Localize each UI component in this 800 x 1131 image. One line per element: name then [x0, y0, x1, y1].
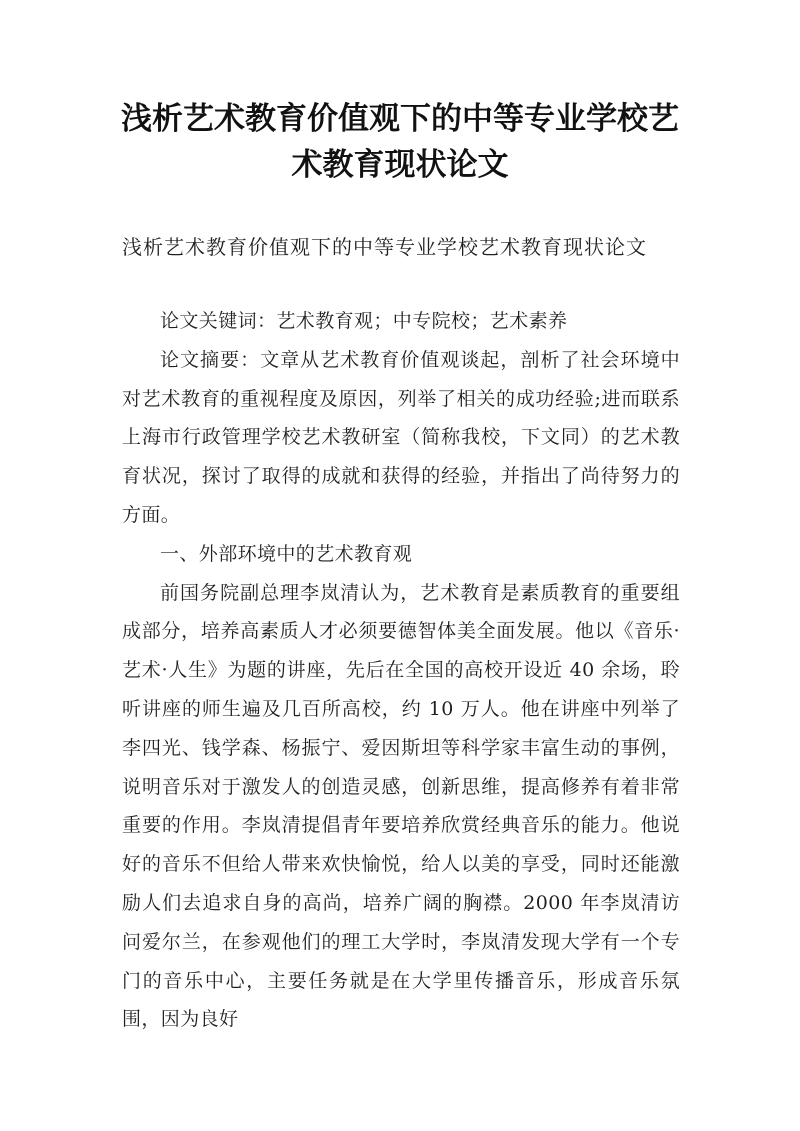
- section-heading: 一、外部环境中的艺术教育观: [160, 542, 413, 565]
- document-subtitle: 浅析艺术教育价值观下的中等专业学校艺术教育现状论文: [122, 235, 647, 259]
- body-paragraph: 前国务院副总理李岚清认为，艺术教育是素质教育的重要组成部分，培养高素质人才必须要德智体美全面发展。他以《音乐·艺术·人生》为题的讲座，先后在全国的高校开设近 40 余场，聆听讲座的师生遍及几百所高校，约 10 万人。他在讲座中列举了李四光、钱学森、杨振宁、爱因斯坦等科学家丰富生动的事例，说明音乐对于激发人的创造灵感，创新思维，提高修养有着非常重要的作用。李岚清提倡青年要培养欣赏经典音乐的能力。他说好的音乐不但给人带来欢快愉悦，给人以美的享受，同时还能激励人们去追求自身的高尚，培养广阔的胸襟。2000 年李岚清访问爱尔兰，在参观他们的理工大学时，李岚清发现大学有一个专门的音乐中心，主要任务就是在大学里传播音乐，形成音乐氛围，因为良好: [122, 581, 680, 1031]
- document-title-line-1: 浅析艺术教育价值观下的中等专业学校艺: [121, 101, 679, 137]
- document-title: [120, 96, 680, 188]
- document-body: [122, 302, 680, 1039]
- document-title-line-2: 术教育现状论文: [291, 147, 509, 183]
- keywords-paragraph: 论文关键词：艺术教育观；中专院校；艺术素养: [160, 310, 568, 332]
- abstract-paragraph: 论文摘要：文章从艺术教育价值观谈起，剖析了社会环境中对艺术教育的重视程度及原因，列举了相关的成功经验;进而联系上海市行政管理学校艺术教研室（简称我校，下文同）的艺术教育状况，探讨了取得的成就和获得的经验，并指出了尚待努力的方面。: [122, 348, 680, 526]
